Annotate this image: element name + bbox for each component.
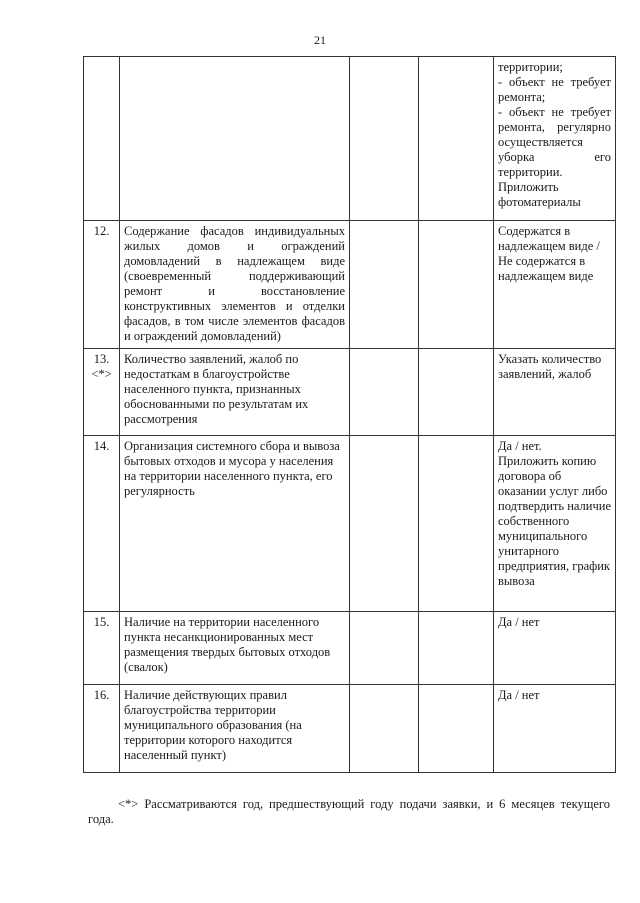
note-line: Указать количество заявлений, жалоб [498,352,602,381]
note-line: территории; [498,60,563,74]
row-note [494,685,616,773]
note-line: - объект не требует ремонта; [498,75,611,104]
row-cell-a [350,436,419,612]
note-line: - объект не требует ремонта, регулярно осуществляется уборка его территории. [498,105,611,179]
row-description: Количество заявлений, жалоб по недостаткам в благоустройстве населенного пункта, признанных обоснованными по результатам их рассмотрения [120,349,350,436]
row-description: Наличие на территории населенного пункта несанкционированных мест размещения твердых бытовых отходов (свалок) [120,612,350,685]
table-row [84,57,616,221]
row-cell-a [350,685,419,773]
row-cell-b [419,349,494,436]
row-cell-a [350,57,419,221]
footnote: <*> Рассматриваются год, предшествующий году подачи заявки, и 6 месяцев текущего года. [88,797,610,826]
table-row [84,685,616,773]
row-note [494,349,616,436]
note-line: Приложить копию договора об оказании услуг либо подтвердить наличие собственного муниципального унитарного предприятия, график вывоза [498,454,612,588]
row-description: Содержание фасадов индивидуальных жилых домов и ограждений домовладений в надлежащем виде (своевременный поддерживающий ремонт и восстановление конструктивных элементов и отделки фасадов, в том числе элементов фасадов и ограждений домовладений) [120,221,350,349]
row-number: 13. <*> [84,349,120,436]
row-note [494,436,616,612]
row-number: 12. [84,221,120,349]
note-line: Да / нет [498,615,540,629]
row-cell-b [419,221,494,349]
table-row [84,349,616,436]
criteria-table [83,56,616,773]
note-line: Содержатся в надлежащем виде / Не содержатся в надлежащем виде [498,224,600,283]
row-number [84,57,120,221]
row-cell-b [419,612,494,685]
table-row [84,612,616,685]
row-cell-b [419,436,494,612]
row-description: Организация системного сбора и вывоза бытовых отходов и мусора у населения на территории населенного пункта, его регулярность [120,436,350,612]
row-cell-a [350,221,419,349]
note-line: Да / нет [498,688,540,702]
row-description [120,57,350,221]
row-cell-b [419,57,494,221]
row-cell-a [350,612,419,685]
row-cell-b [419,685,494,773]
row-number: 15. [84,612,120,685]
table-row [84,221,616,349]
note-line: Приложить фотоматериалы [498,180,581,209]
row-note [494,612,616,685]
row-number: 14. [84,436,120,612]
row-cell-a [350,349,419,436]
note-line: Да / нет. [498,439,542,453]
row-number: 16. [84,685,120,773]
page-number: 21 [314,33,326,47]
row-note [494,57,616,221]
row-note [494,221,616,349]
table-row [84,436,616,612]
row-description: Наличие действующих правил благоустройства территории муниципального образования (на территории которого находится населенный пункт) [120,685,350,773]
